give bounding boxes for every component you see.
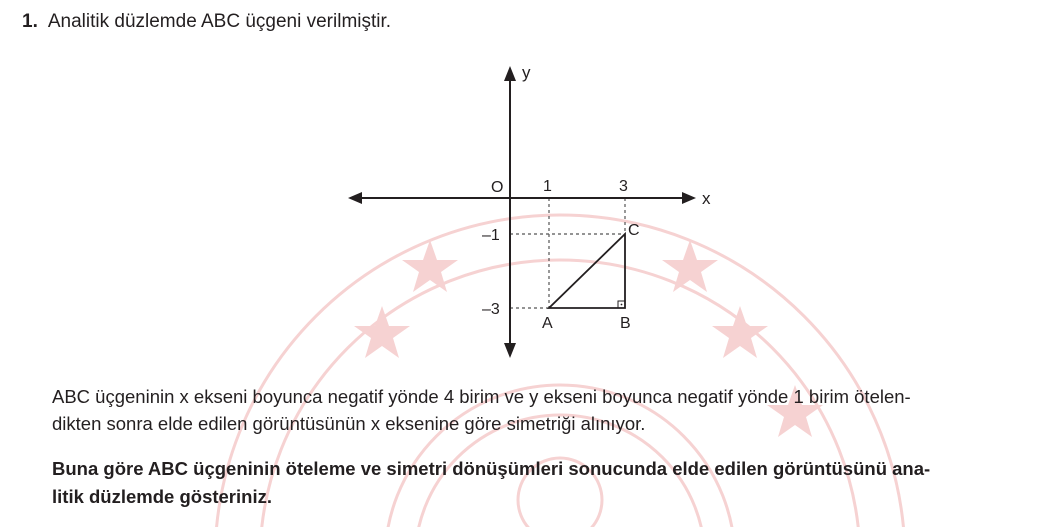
y-axis-arrow-up-icon <box>504 66 516 81</box>
x-tick-label: 1 <box>543 178 552 195</box>
origin-label: O <box>491 179 504 196</box>
problem-line-2: dikten sonra elde edilen görüntüsünün x eksenine göre simetriği alınıyor. <box>52 413 646 434</box>
question-header <box>22 10 391 34</box>
question-number: 1. <box>22 11 38 32</box>
question-prompt: Analitik düzlemde ABC üçgeni verilmiştir. <box>47 11 392 32</box>
problem-statement <box>52 383 1032 437</box>
task-line-1: Buna göre ABC üçgeninin öteleme ve simetri dönüşümleri sonucunda elde edilen görüntüsünü ana- <box>52 458 931 479</box>
point-label-b: B <box>620 315 631 332</box>
y-axis-label: y <box>522 63 531 82</box>
y-tick-label: –1 <box>482 227 500 244</box>
y-axis-arrow-down-icon <box>504 343 516 358</box>
point-label-a: A <box>542 315 553 332</box>
task-line-2: litik düzlemde gösteriniz. <box>52 486 272 507</box>
problem-line-1: ABC üçgeninin x ekseni boyunca negatif yönde 4 birim ve y ekseni boyunca negatif yönde 1 birim ötelen- <box>52 386 911 407</box>
task-statement <box>52 455 1042 511</box>
triangle-abc <box>549 234 625 308</box>
x-axis-label: x <box>702 189 711 208</box>
x-axis-arrow-right-icon <box>682 192 696 204</box>
y-tick-label: –3 <box>482 301 500 318</box>
point-label-c: C <box>628 222 640 239</box>
coordinate-plane <box>330 58 730 363</box>
x-tick-label: 3 <box>619 178 628 195</box>
x-axis-arrow-left-icon <box>348 192 362 204</box>
